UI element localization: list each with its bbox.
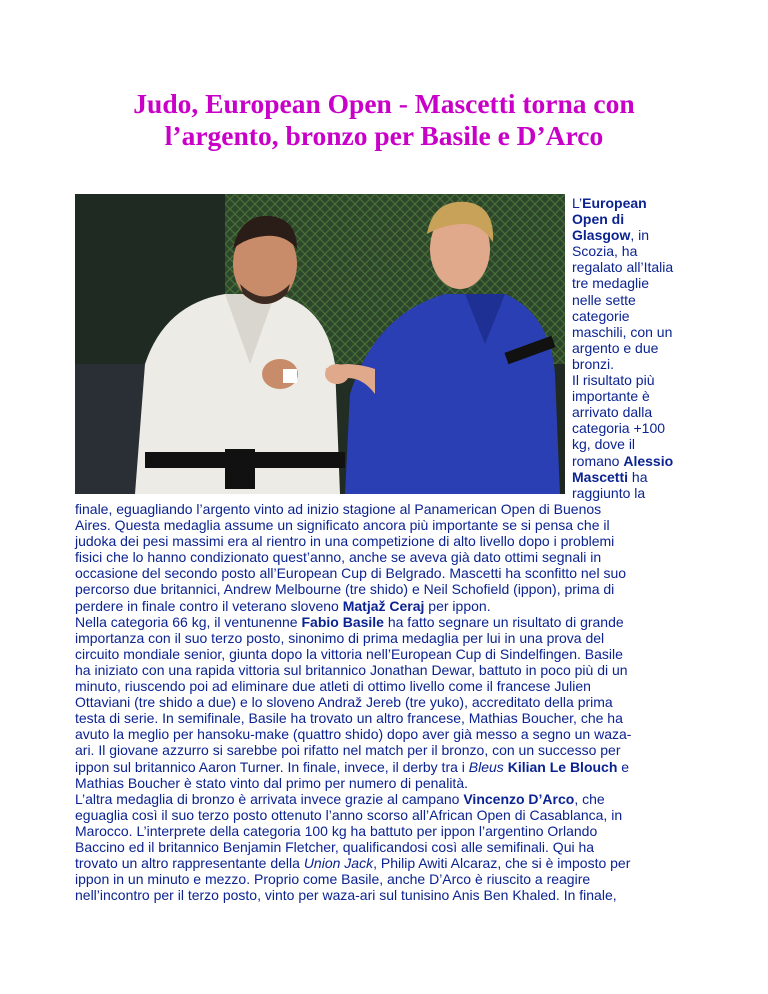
text-run: minuto, riuscendo poi ad eliminare due atleti di ottimo livello come il francese Julien — [75, 678, 591, 695]
text-run: percorso due britannici, Andrew Melbourne (tre shido) e Neil Schofield (ippon), prima di — [75, 581, 615, 598]
bold-name: Fabio Basile — [301, 613, 384, 630]
body-text-line — [75, 807, 715, 823]
sidebar-text-line — [572, 195, 692, 211]
text-run: maschili, con un — [572, 323, 673, 340]
sidebar-text-line — [572, 243, 692, 259]
text-run: romano — [572, 452, 624, 469]
bold-name: Vincenzo D’Arco — [463, 790, 575, 807]
body-text-line — [75, 710, 715, 726]
text-run: fisici che lo hanno condizionato quest’anno, anche se aveva già dato ottimi segnali in — [75, 549, 602, 566]
body-text-line — [75, 726, 715, 742]
text-run: testa di serie. In semifinale, Basile ha trovato un altro francese, Mathias Boucher, che ha — [75, 710, 623, 727]
bold-name: Mascetti — [572, 468, 629, 485]
body-text-line — [75, 791, 715, 807]
text-run: Baccino ed il britannico Benjamin Fletcher, qualificandosi così alle semifinali. Qui ha — [75, 838, 595, 855]
sidebar-text-line — [572, 388, 692, 404]
text-run: ha — [628, 468, 648, 485]
text-run: nelle sette — [572, 291, 636, 308]
text-run: regalato all’Italia — [572, 259, 674, 276]
text-run: Ottaviani (tre shido a due) e lo sloveno Andraž Jereb (tre yuko), accreditato della prima — [75, 694, 613, 711]
text-run: Marocco. L’interprete della categoria 100 kg ha battuto per ippon l’argentino Orlando — [75, 822, 598, 839]
sidebar-text-line — [572, 356, 692, 372]
body-text-line — [75, 694, 715, 710]
body-text-line — [75, 855, 715, 871]
text-run: occasione del secondo posto all’European Cup di Belgrado. Mascetti ha sconfitto nel suo — [75, 565, 627, 582]
body-text-line — [75, 598, 715, 614]
text-run: Il risultato più — [572, 372, 655, 389]
bold-name: Matjaž Ceraj — [342, 597, 425, 614]
body-text-line — [75, 823, 715, 839]
title-line-1: Judo, European Open - Mascetti torna con — [133, 88, 635, 119]
text-run: raggiunto la — [572, 484, 646, 501]
text-run: categorie — [572, 307, 630, 324]
italic-term: Bleus — [468, 758, 504, 775]
judo-athletes-photo — [75, 194, 565, 494]
body-text-line — [75, 581, 715, 597]
body-text-line — [75, 614, 715, 630]
text-run: avuto la meglio per hansoku-make (quattro shido) dopo aver già messo a segno un waza- — [75, 726, 632, 743]
text-run: perdere in finale contro il veterano sloveno — [75, 597, 343, 614]
text-run: arrivato dalla — [572, 404, 653, 421]
text-run: , Philip Awiti Alcaraz, che si è imposto per — [373, 855, 631, 872]
sidebar-text-line — [572, 485, 692, 501]
body-text-line — [75, 871, 715, 887]
sidebar-text-line — [572, 453, 692, 469]
article-title — [60, 88, 708, 152]
text-run: bronzi. — [572, 355, 615, 372]
body-text-line — [75, 839, 715, 855]
text-run: Nella categoria 66 kg, il ventunenne — [75, 613, 302, 630]
body-text-line — [75, 630, 715, 646]
text-run: e — [617, 758, 630, 775]
sidebar-text-line — [572, 259, 692, 275]
sidebar-text-line — [572, 420, 692, 436]
sidebar-text-line — [572, 404, 692, 420]
text-run: categoria +100 — [572, 420, 666, 437]
sidebar-text-line — [572, 469, 692, 485]
body-text-line — [75, 533, 715, 549]
body-text-line — [75, 501, 715, 517]
sidebar-text-line — [572, 372, 692, 388]
text-run: , che — [574, 790, 605, 807]
text-run: ha iniziato con una rapida vittoria sul britannico Jonathan Dewar, battuto in poco più di un — [75, 661, 628, 678]
title-line-2: l’argento, bronzo per Basile e D’Arco — [164, 120, 604, 151]
bold-name: Open di — [572, 211, 625, 228]
text-run: eguaglia così il suo terzo posto ottenuto l’anno scorso all’African Open di Casablanca, in — [75, 806, 623, 823]
text-run: Scozia, ha — [572, 243, 638, 260]
body-text-line — [75, 678, 715, 694]
text-run: ari. Il giovane azzurro si sarebbe poi rifatto nel match per il bronzo, con un successo per — [75, 742, 621, 759]
text-run: importante è — [572, 388, 650, 405]
body-text-line — [75, 565, 715, 581]
body-text-line — [75, 646, 715, 662]
sidebar-text-line — [572, 292, 692, 308]
sidebar-text-line — [572, 436, 692, 452]
article-body — [75, 501, 715, 903]
text-run: circuito mondiale senior, giunta dopo la vittoria nell’European Cup di Sindelfingen. Basile — [75, 645, 623, 662]
body-text-line — [75, 742, 715, 758]
body-text-line — [75, 549, 715, 565]
text-run: kg, dove il — [572, 436, 636, 453]
sidebar-text — [572, 195, 692, 501]
text-run: finale, eguagliando l’argento vinto ad inizio stagione al Panamerican Open di Buenos — [75, 501, 602, 517]
body-text-line — [75, 887, 715, 903]
sidebar-text-line — [572, 340, 692, 356]
text-run: per ippon. — [424, 597, 491, 614]
text-run: importanza con il suo terzo posto, sinonimo di prima medaglia per lui in una prova del — [75, 629, 605, 646]
text-run: tre medaglie — [572, 275, 650, 292]
text-run: Aires. Questa medaglia assume un significato ancora più importante se si pensa che il — [75, 517, 610, 534]
text-run: ha fatto segnare un risultato di grande — [383, 613, 624, 630]
text-run: ippon in un minuto e mezzo. Proprio come Basile, anche D’Arco è riuscito a reagire — [75, 871, 591, 888]
body-text-line — [75, 517, 715, 533]
text-run: trovato un altro rappresentante della — [75, 855, 304, 872]
bold-name: Kilian Le Blouch — [507, 758, 618, 775]
italic-term: Union Jack — [303, 855, 374, 872]
text-run: L’ — [572, 195, 583, 211]
text-run: judoka dei pesi massimi era al rientro in una competizione di alto livello dopo i problemi — [75, 533, 615, 550]
sidebar-text-line — [572, 324, 692, 340]
text-run: argento e due — [572, 339, 659, 356]
text-run: ippon sul britannico Aaron Turner. In finale, invece, il derby tra i — [75, 758, 469, 775]
body-text-line — [75, 759, 715, 775]
sidebar-text-line — [572, 211, 692, 227]
body-text-line — [75, 662, 715, 678]
bold-name: Glasgow — [572, 227, 631, 244]
sidebar-text-line — [572, 227, 692, 243]
text-run: nell’incontro per il terzo posto, vinto per waza-ari sul tunisino Anis Ben Khaled. In finale, — [75, 887, 617, 904]
text-run: L’altra medaglia di bronzo è arrivata invece grazie al campano — [75, 790, 464, 807]
body-text-line — [75, 775, 715, 791]
text-run: Mathias Boucher è stato vinto dal primo per numero di penalità. — [75, 774, 468, 791]
sidebar-text-line — [572, 275, 692, 291]
text-run: , in — [630, 227, 650, 244]
bold-name: European — [582, 195, 647, 211]
sidebar-text-line — [572, 308, 692, 324]
bold-name: Alessio — [623, 452, 674, 469]
